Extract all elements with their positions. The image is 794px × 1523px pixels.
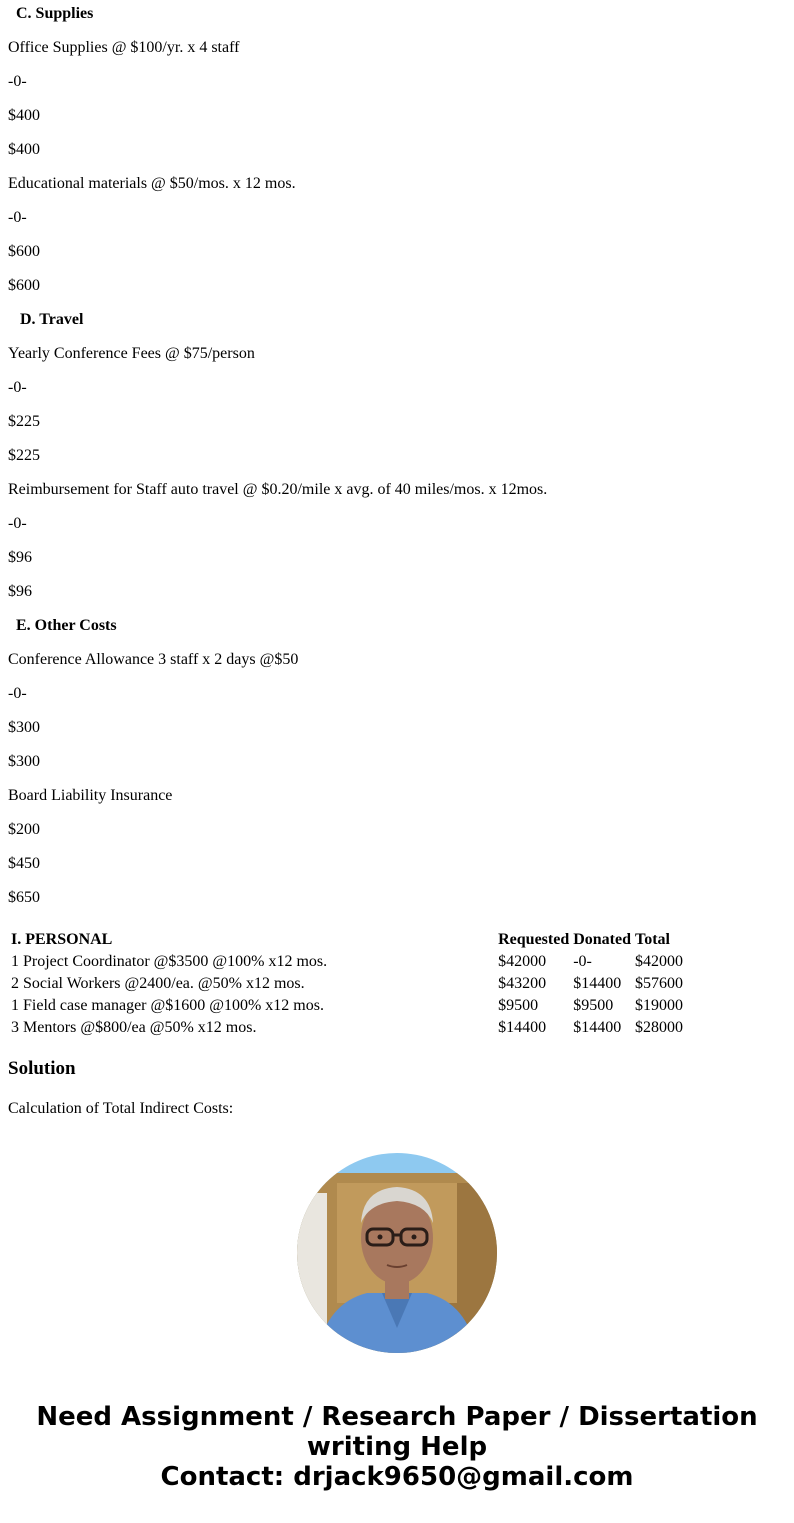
table-cell: 1 Field case manager @$1600 @100% x12 mos. [11,997,324,1014]
promo-contact-email: Contact: drjack9650@gmail.com [160,1462,634,1492]
table-cell: $43200 [498,975,547,992]
table-row [10,1018,686,1038]
solution-text: Calculation of Total Indirect Costs: [8,1100,234,1117]
table-header-cell: Total [635,931,670,948]
table-cell: $14400 [498,1019,547,1036]
budget-line: -0- [8,515,27,532]
section-heading-other-costs: E. Other Costs [16,617,117,634]
budget-line: -0- [8,73,27,90]
budget-line: $600 [8,243,40,260]
table-row [10,996,686,1016]
budget-line: $300 [8,753,40,770]
budget-line: Conference Allowance 3 staff x 2 days @$50 [8,651,299,668]
budget-line: Yearly Conference Fees @ $75/person [8,345,255,362]
budget-line: $200 [8,821,40,838]
table-header-row [10,930,686,950]
section-heading-travel: D. Travel [20,311,84,328]
budget-line: $400 [8,141,40,158]
table-row [10,974,686,994]
budget-line: $225 [8,413,40,430]
table-header-cell: I. PERSONAL [11,931,113,948]
table-cell: $19000 [635,997,683,1014]
table-cell: $9500 [498,997,539,1014]
table-cell: 1 Project Coordinator @$3500 @100% x12 mos. [11,953,328,970]
budget-line: Office Supplies @ $100/yr. x 4 staff [8,39,240,56]
budget-line: $600 [8,277,40,294]
table-cell: $14400 [573,1019,622,1036]
budget-line: $400 [8,107,40,124]
budget-line: $300 [8,719,40,736]
budget-line: $96 [8,583,32,600]
budget-line: Educational materials @ $50/mos. x 12 mos. [8,175,296,192]
section-heading-supplies: C. Supplies [16,5,94,22]
table-cell: $57600 [635,975,683,992]
contact-promo [0,1402,794,1492]
budget-line: -0- [8,379,27,396]
budget-line: -0- [8,209,27,226]
table-cell: $42000 [635,953,683,970]
table-cell: 2 Social Workers @2400/ea. @50% x12 mos. [11,975,305,992]
budget-line: $96 [8,549,32,566]
table-cell: $42000 [498,953,547,970]
budget-line: -0- [8,685,27,702]
table-row [10,952,686,972]
promo-line: Need Assignment / Research Paper / Dissertation [36,1402,758,1432]
table-header-cell: Donated [573,931,631,948]
budget-line: $450 [8,855,40,872]
table-cell: $14400 [573,975,622,992]
author-portrait-image [297,1153,497,1353]
budget-line: $650 [8,889,40,906]
table-cell: -0- [573,953,592,970]
budget-line: Reimbursement for Staff auto travel @ $0.20/mile x avg. of 40 miles/mos. x 12mos. [8,481,548,498]
budget-line: Board Liability Insurance [8,787,173,804]
table-cell: $28000 [635,1019,683,1036]
promo-line: writing Help [306,1432,488,1462]
author-avatar [297,1153,497,1353]
solution-heading: Solution [8,1058,76,1079]
table-header-cell: Requested [498,931,570,948]
personal-budget-table [8,928,688,1040]
budget-line: $225 [8,447,40,464]
table-cell: $9500 [573,997,614,1014]
table-cell: 3 Mentors @$800/ea @50% x12 mos. [11,1019,257,1036]
